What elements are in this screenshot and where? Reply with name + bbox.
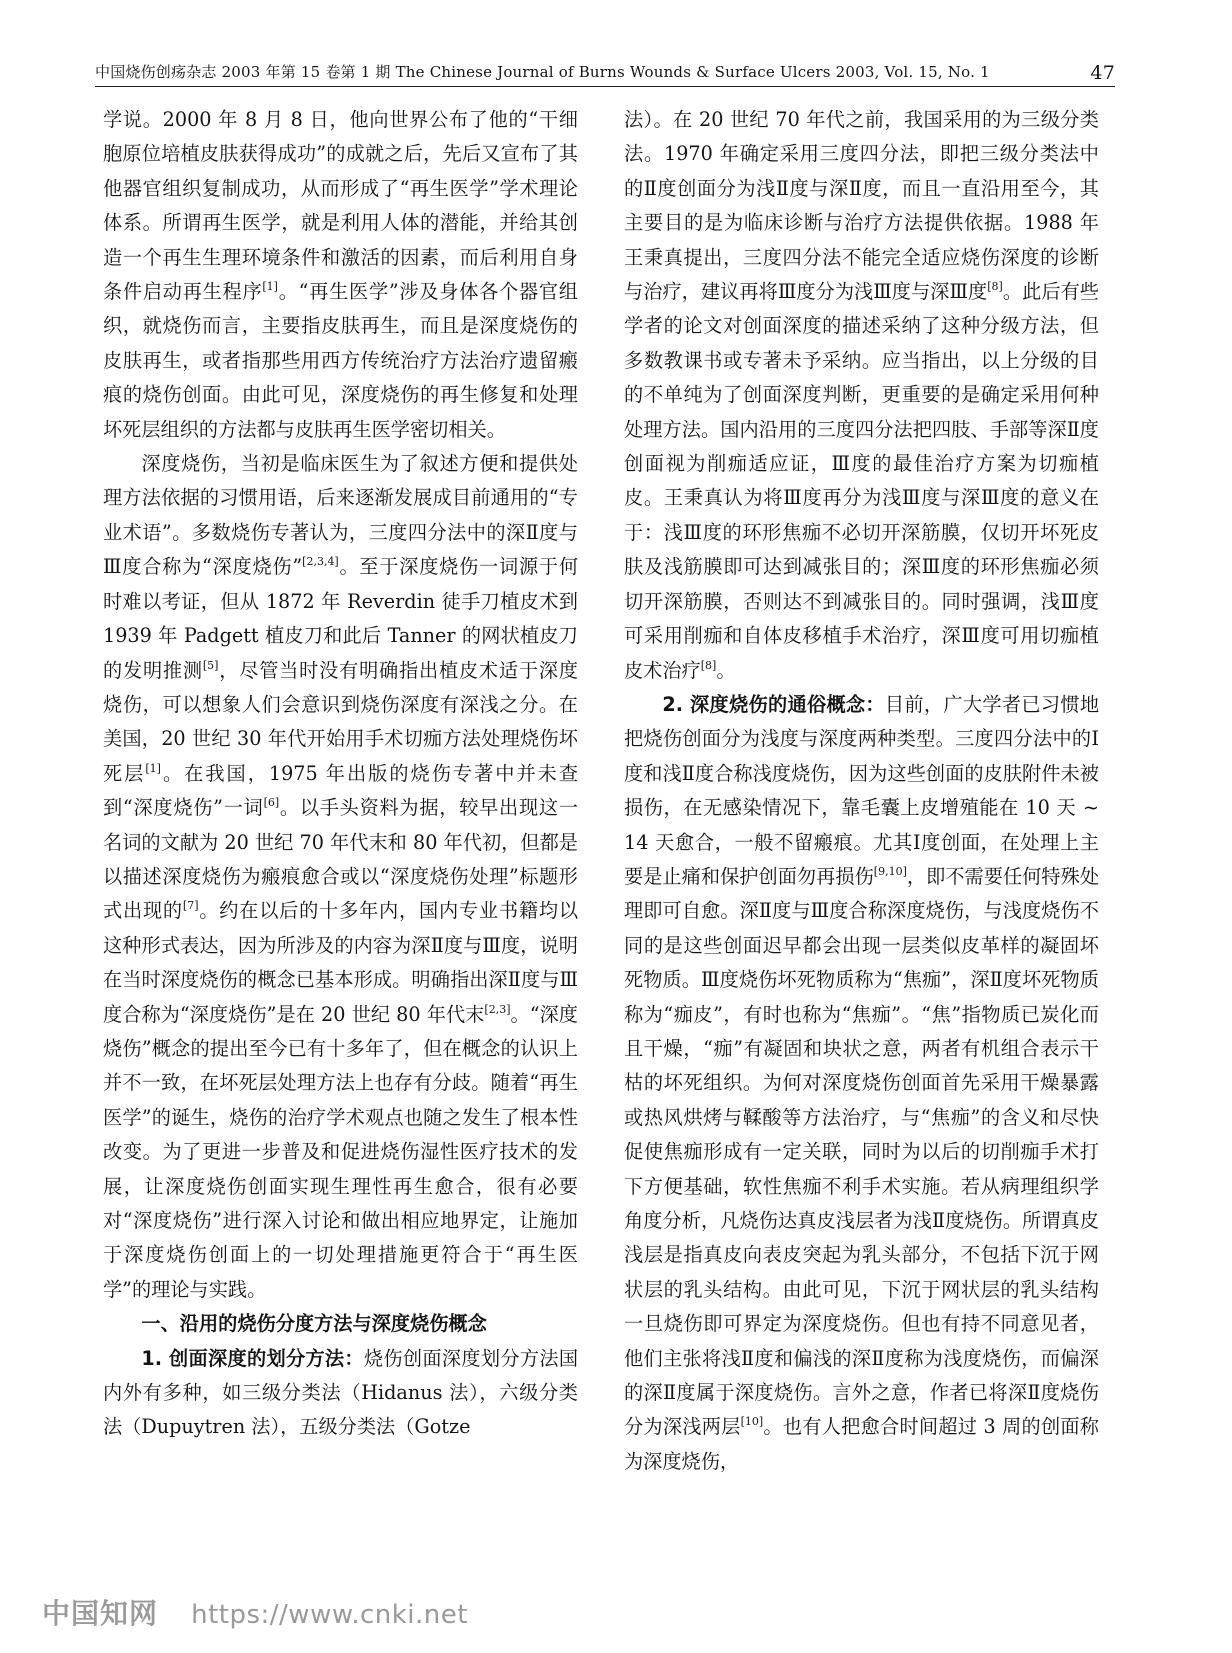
- watermark-footer: [42, 1592, 468, 1632]
- paragraph: 深度烧伤，当初是临床医生为了叙述方便和提供处理方法依据的习惯用语，后来逐渐发展成目前通用的“专业术语”。多数烧伤专著认为，三度四分法中的深Ⅱ度与Ⅲ度合称为“深度烧伤”[2,3,4]。至于深度烧伤一词源于何时难以考证，但从 1872 年 Reverdin 徒手刀植皮术到 1939 年 Padgett 植皮刀和此后 Tanner 的网状植皮刀的发明推测[5]，尽管当时没有明确指出植皮术适于深度烧伤，可以想象人们会意识到烧伤深度有深浅之分。在美国，20 世纪 30 年代开始用手术切痂方法处理烧伤坏死层[1]。在我国，1975 年出版的烧伤专著中并未查到“深度烧伤”一词[6]。以手头资料为据，较早出现这一名词的文献为 20 世纪 70 年代末和 80 年代初，但都是以描述深度烧伤为瘢痕愈合或以“深度烧伤处理”标题形式出现的[7]。约在以后的十多年内，国内专业书籍均以这种形式表达，因为所涉及的内容为深Ⅱ度与Ⅲ度，说明在当时深度烧伤的概念已基本形成。明确指出深Ⅱ度与Ⅲ度合称为“深度烧伤”是在 20 世纪 80 年代末[2,3]。“深度烧伤”概念的提出至今已有十多年了，但在概念的认识上并不一致，在坏死层处理方法上也存有分歧。随着“再生医学”的诞生，烧伤的治疗学术观点也随之发生了根本性改变。为了更进一步普及和促进烧伤湿性医疗技术的发展，让深度烧伤创面实现生理性再生愈合，很有必要对“深度烧伤”进行深入讨论和做出相应地界定，让施加于深度烧伤创面上的一切处理措施更符合于“再生医学”的理论与实践。: [103, 452, 579, 1301]
- citation-ref: [1]: [145, 761, 161, 775]
- cnki-url: https://www.cnki.net: [191, 1600, 468, 1630]
- section-heading: 一、沿用的烧伤分度方法与深度烧伤概念: [141, 1312, 487, 1336]
- citation-ref: [2,3]: [484, 1002, 511, 1016]
- subsection-label: 1. 创面深度的划分方法：: [141, 1346, 364, 1370]
- citation-ref: [10]: [740, 1415, 764, 1429]
- page-number: 47: [1090, 62, 1115, 84]
- citation-ref: [9,10]: [873, 864, 907, 878]
- paragraph: 2. 深度烧伤的通俗概念：目前，广大学者已习惯地把烧伤创面分为浅度与深度两种类型。三度四分法中的Ⅰ度和浅Ⅱ度合称浅度烧伤，因为这些创面的皮肤附件未被损伤，在无感染情况下，靠毛囊上皮增殖能在 10 天 ~ 14 天愈合，一般不留瘢痕。尤其Ⅰ度创面，在处理上主要是止痛和保护创面勿再损伤[9,10]，即不需要任何特殊处理即可自愈。深Ⅱ度与Ⅲ度合称深度烧伤，与浅度烧伤不同的是这些创面迟早都会出现一层类似皮革样的凝固坏死物质。Ⅲ度烧伤坏死物质称为“焦痂”，深Ⅱ度坏死物质称为“痂皮”，有时也称为“焦痂”。“焦”指物质已炭化而且干燥，“痂”有凝固和块状之意，两者有机组合表示干枯的坏死组织。为何对深度烧伤创面首先采用干燥暴露或热风烘烤与鞣酸等方法治疗，与“焦痂”的含义和尽快促使焦痂形成有一定关联，同时为以后的切削痂手术打下方便基础，软性焦痂不利手术实施。若从病理组织学角度分析，凡烧伤达真皮浅层者为浅Ⅱ度烧伤。所谓真皮浅层是指真皮向表皮突起为乳头部分，不包括下沉于网状层的乳头结构。由此可见，下沉于网状层的乳头结构一旦烧伤即可界定为深度烧伤。但也有持不同意见者，他们主张将浅Ⅱ度和偏浅的深Ⅱ度称为浅度烧伤，而偏深的深Ⅱ度属于深度烧伤。言外之意，作者已将深Ⅱ度烧伤分为深浅两层[10]。也有人把愈合时间超过 3 周的创面称为深度烧伤，: [624, 692, 1100, 1473]
- citation-ref: [5]: [202, 658, 219, 672]
- running-header: [95, 60, 1115, 87]
- cnki-logo: 中国知网: [42, 1597, 159, 1630]
- citation-ref: [1]: [262, 280, 278, 294]
- paragraph: 法）。在 20 世纪 70 年代之前，我国采用的为三级分类法。1970 年确定采用三度四分法，即把三级分类法中的Ⅱ度创面分为浅Ⅱ度与深Ⅱ度，而且一直沿用至今，其主要目的是为临床诊断与治疗方法提供依据。1988 年王秉真提出，三度四分法不能完全适应烧伤深度的诊断与治疗，建议再将Ⅲ度分为浅Ⅲ度与深Ⅲ度[8]。此后有些学者的论文对创面深度的描述采纳了这种分级方法，但多数教课书或专著未予采纳。应当指出，以上分级的目的不单纯为了创面深度判断，更重要的是确定采用何种处理方法。国内沿用的三度四分法把四肢、手部等深Ⅱ度创面视为削痂适应证，Ⅲ度的最佳治疗方案为切痂植皮。王秉真认为将Ⅲ度再分为浅Ⅲ度与深Ⅲ度的意义在于：浅Ⅲ度的环形焦痂不必切开深筋膜，仅切开坏死皮肤及浅筋膜即可达到减张目的；深Ⅲ度的环形焦痂必须切开深筋膜，否则达不到减张目的。同时强调，浅Ⅲ度可采用削痂和自体皮移植手术治疗，深Ⅲ度可用切痂植皮术治疗[8]。: [624, 108, 1099, 682]
- citation-ref: [8]: [987, 280, 1003, 294]
- citation-ref: [8]: [700, 658, 717, 672]
- subsection-label: 2. 深度烧伤的通俗概念：: [662, 692, 885, 716]
- paragraph: 学说。2000 年 8 月 8 日，他向世界公布了他的“干细胞原位培植皮肤获得成功”的成就之后，先后又宣布了其他器官组织复制成功，从而形成了“再生医学”学术理论体系。所谓再生医学，就是利用人体的潜能，并给其创造一个再生生理环境条件和激活的因素，而后利用自身条件启动再生程序[1]。“再生医学”涉及身体各个器官组织，就烧伤而言，主要指皮肤再生，而且是深度烧伤的皮肤再生，或者指那些用西方传统治疗方法治疗遗留瘢痕的烧伤创面。由此可见，深度烧伤的再生修复和处理坏死层组织的方法都与皮肤再生医学密切相关。: [103, 108, 578, 441]
- citation-ref: [7]: [182, 899, 199, 913]
- paragraph: 1. 创面深度的划分方法：烧伤创面深度划分方法国内外有多种，如三级分类法（Hidanus 法），六级分类法（Dupuytren 法），五级分类法（Gotze: [103, 1346, 579, 1439]
- citation-ref: [6]: [263, 796, 280, 810]
- right-column: [624, 103, 1099, 1479]
- journal-citation: 中国烧伤创疡杂志 2003 年第 15 卷第 1 期 The Chinese Journal of Burns Wounds & Surface Ulcers 2003, Vol. 15, No. 1: [95, 63, 990, 81]
- citation-ref: [2,3,4]: [302, 555, 339, 569]
- left-column: [103, 103, 578, 1445]
